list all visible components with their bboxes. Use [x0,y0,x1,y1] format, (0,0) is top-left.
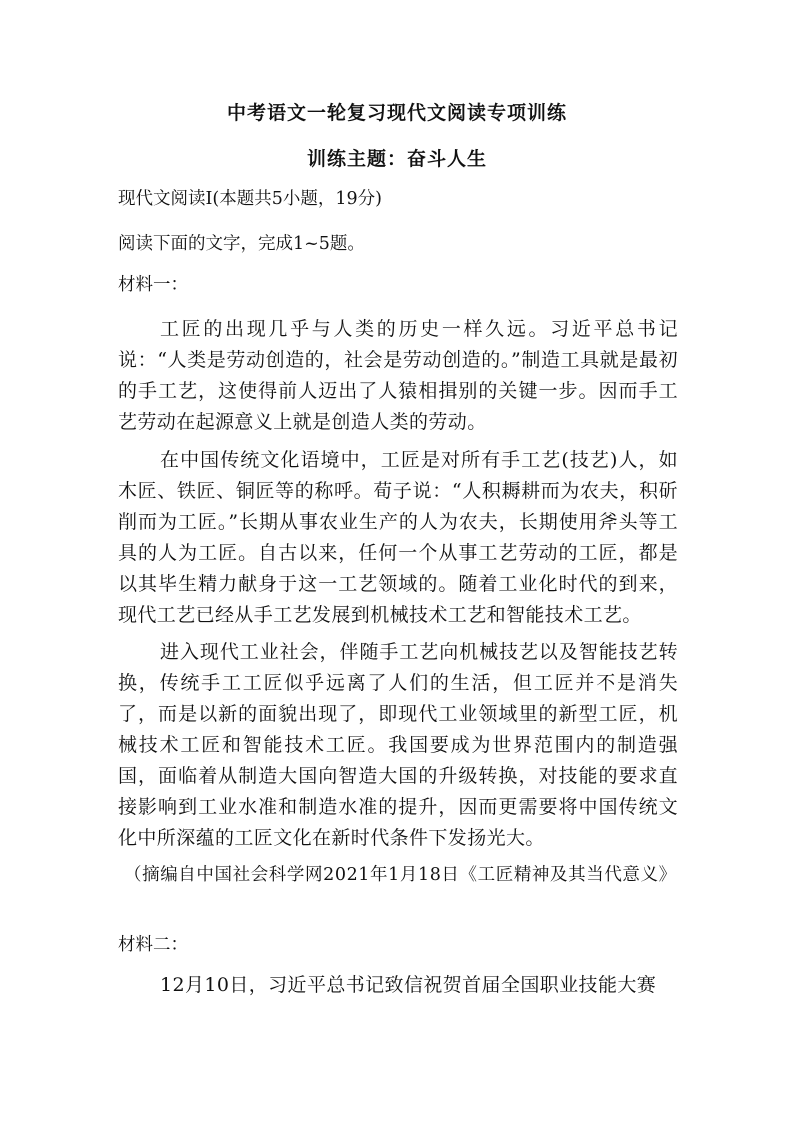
material-two-label: 材料二： [118,935,188,955]
document-title: 中考语文一轮复习现代文阅读专项训练 [226,102,567,124]
material-one-paragraph: 进入现代工业社会，伴随手工艺向机械技艺以及智能技艺转换，传统手工工匠似乎远离了人们的生活，但工匠并不是消失了，而是以新的面貌出现了，即现代工业领域里的新型工匠，机械技术工匠和智能技术工匠。我国要成为世界范围内的制造强国，面临着从制造大国向智造大国的升级转换，对技能的要求直接影响到工业水准和制造水准的提升，因而更需要将中国传统文化中所深蕴的工匠文化在新时代条件下发扬光大。 [118,641,678,849]
material-one-paragraph: 工匠的出现几乎与人类的历史一样久远。习近平总书记说：“人类是劳动创造的，社会是劳动创造的。”制造工具就是最初的手工艺，这使得前人迈出了人猿相揖别的关键一步。因而手工艺劳动在起源意义上就是创造人类的劳动。 [118,318,678,433]
material-one-paragraph: 在中国传统文化语境中，工匠是对所有手工艺(技艺)人，如木匠、铁匠、铜匠等的称呼。荀子说：“人积耨耕而为农夫，积斫削而为工匠。”长期从事农业生产的人为农夫，长期使用斧头等工具的人为工匠。自古以来，任何一个从事工艺劳动的工匠，都是以其毕生精力献身于这一工艺领域的。随着工业化时代的到来，现代工艺已经从手工艺发展到机械技术工艺和智能技术工艺。 [118,449,678,626]
section-heading: 现代文阅读Ⅰ(本题共5小题，19分) [118,189,382,209]
material-one-source: （摘编自中国社会科学网2021年1月18日《工匠精神及其当代意义》 [124,865,677,885]
reading-instruction: 阅读下面的文字，完成1~5题。 [118,234,365,254]
material-one-label: 材料一： [118,275,188,295]
material-two-paragraph: 12月10日，习近平总书记致信祝贺首届全国职业技能大赛 [160,974,657,996]
document-subtitle: 训练主题：奋斗人生 [306,148,487,170]
